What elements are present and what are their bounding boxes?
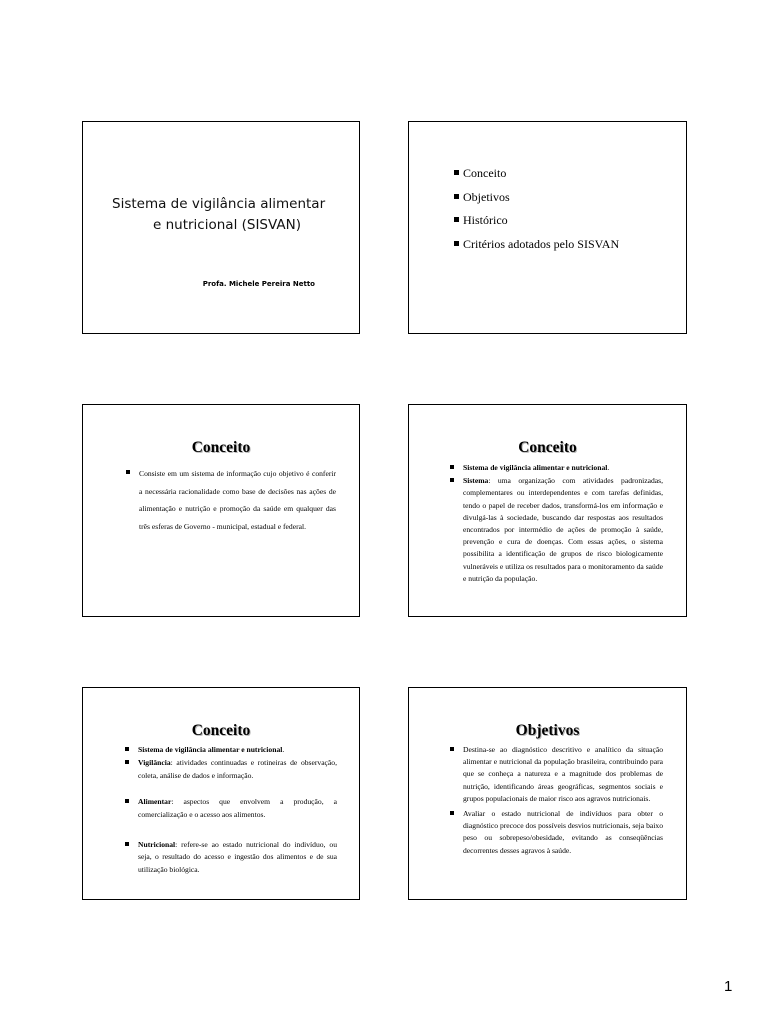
slide-title: Objetivos — [515, 722, 580, 739]
bullet-list — [125, 744, 337, 890]
square-bullet-icon — [125, 842, 129, 846]
slide-title: Conceito — [191, 722, 251, 739]
list-item — [126, 465, 336, 535]
definition: . — [282, 745, 285, 754]
square-bullet-icon — [454, 194, 459, 199]
square-bullet-icon — [454, 217, 459, 222]
agenda-item-label: Critérios adotados pelo SISVAN — [463, 236, 620, 251]
bullet-list — [450, 744, 663, 860]
definition: . — [607, 463, 610, 472]
list-item — [125, 757, 337, 782]
slide-title: Conceito — [518, 439, 577, 456]
agenda-item-label: Objetivos — [463, 189, 510, 204]
agenda-list — [454, 166, 619, 260]
square-bullet-icon — [454, 241, 459, 246]
agenda-item — [454, 213, 619, 237]
list-item — [125, 796, 337, 821]
agenda-item — [454, 166, 619, 190]
slide-cover — [82, 121, 360, 334]
cover-title-line-1: Sistema de vigilância alimentar — [112, 196, 326, 212]
list-item — [125, 839, 337, 876]
term: Sistema de vigilância alimentar e nutricional — [463, 463, 608, 472]
term: Nutricional — [138, 840, 176, 850]
list-item — [450, 462, 663, 474]
square-bullet-icon — [450, 747, 454, 751]
bullet-list — [450, 462, 663, 586]
square-bullet-icon — [126, 470, 130, 474]
list-item — [125, 744, 337, 756]
list-item — [450, 475, 663, 585]
square-bullet-icon — [125, 799, 129, 803]
list-item — [450, 744, 663, 805]
definition: : aspectos que envolvem a produção, a comercialização e o acesso aos alimentos. — [138, 797, 337, 819]
term: Alimentar — [138, 797, 172, 807]
list-item — [450, 808, 663, 857]
cover-title — [83, 194, 359, 236]
definition: : atividades continuadas e rotineiras de observação, coleta, análise de dados e informação. — [138, 758, 337, 780]
list-item-text: Consiste em um sistema de informação cujo objetivo é conferir a necessária racionalidade como base de decisões nas ações de alimentação e nutrição e promoção da saúde em qualquer das três esferas de Governo - municipal, estadual e federal. — [139, 469, 336, 531]
square-bullet-icon — [454, 170, 459, 175]
term: Vigilância — [138, 758, 171, 768]
square-bullet-icon — [125, 760, 129, 764]
slide-conceito-3 — [82, 687, 360, 900]
square-bullet-icon — [125, 747, 129, 751]
term: Sistema de vigilância alimentar e nutricional — [138, 745, 283, 754]
agenda-item-label: Histórico — [463, 213, 508, 227]
agenda-item — [454, 190, 619, 214]
slide-conceito-1 — [82, 404, 360, 617]
slide-objetivos — [408, 687, 687, 900]
page-number: 1 — [724, 978, 733, 995]
square-bullet-icon — [450, 465, 454, 469]
list-item-text: Avaliar o estado nutricional de indivíduos para obter o diagnóstico precoce dos possíveis desvios nutricionais, seja baixo peso ou sobrepeso/obesidade, evitando as conseqüências decorrentes desses agravos à saúde. — [463, 809, 663, 855]
author-name: Profa. Michele Pereira Netto — [202, 280, 315, 288]
square-bullet-icon — [450, 811, 454, 815]
square-bullet-icon — [450, 478, 454, 482]
slide-title: Conceito — [191, 439, 251, 456]
slide-agenda — [408, 121, 687, 334]
agenda-item-label: Conceito — [463, 166, 507, 180]
definition: : uma organização com atividades padronizadas, complementares ou interdependentes e com tarefas definidas, tendo o papel de receber dados, transformá-los em informação e divulgá-las à sociedade, buscando dar respostas aos resultados encontrados por intermédio de ações de promoção à saúde, prevenção e cura de doenças. Com essas ações, o sistema possibilita a identificação de grupos de risco biologicamente vulneráveis e utiliza os resultados para o monitoramento da saúde e nutrição da população. — [463, 476, 663, 583]
definition: : refere-se ao estado nutricional do indivíduo, ou seja, o resultado do acesso e ingestão dos alimentos e de sua utilização biológica. — [138, 840, 337, 874]
list-item-text: Destina-se ao diagnóstico descritivo e analítico da situação alimentar e nutricional da população brasileira, contribuindo para que se conheça a natureza e a magnitude dos problemas de nutrição, identificando áreas geográficas, segmentos sociais e grupos populacionais de maior risco aos agravos nutricionais. — [463, 745, 663, 803]
bullet-list — [126, 465, 336, 535]
agenda-item — [454, 237, 619, 261]
term: Sistema — [463, 476, 489, 486]
cover-title-line-2: e nutricional (SISVAN) — [153, 217, 301, 233]
slide-conceito-2 — [408, 404, 687, 617]
